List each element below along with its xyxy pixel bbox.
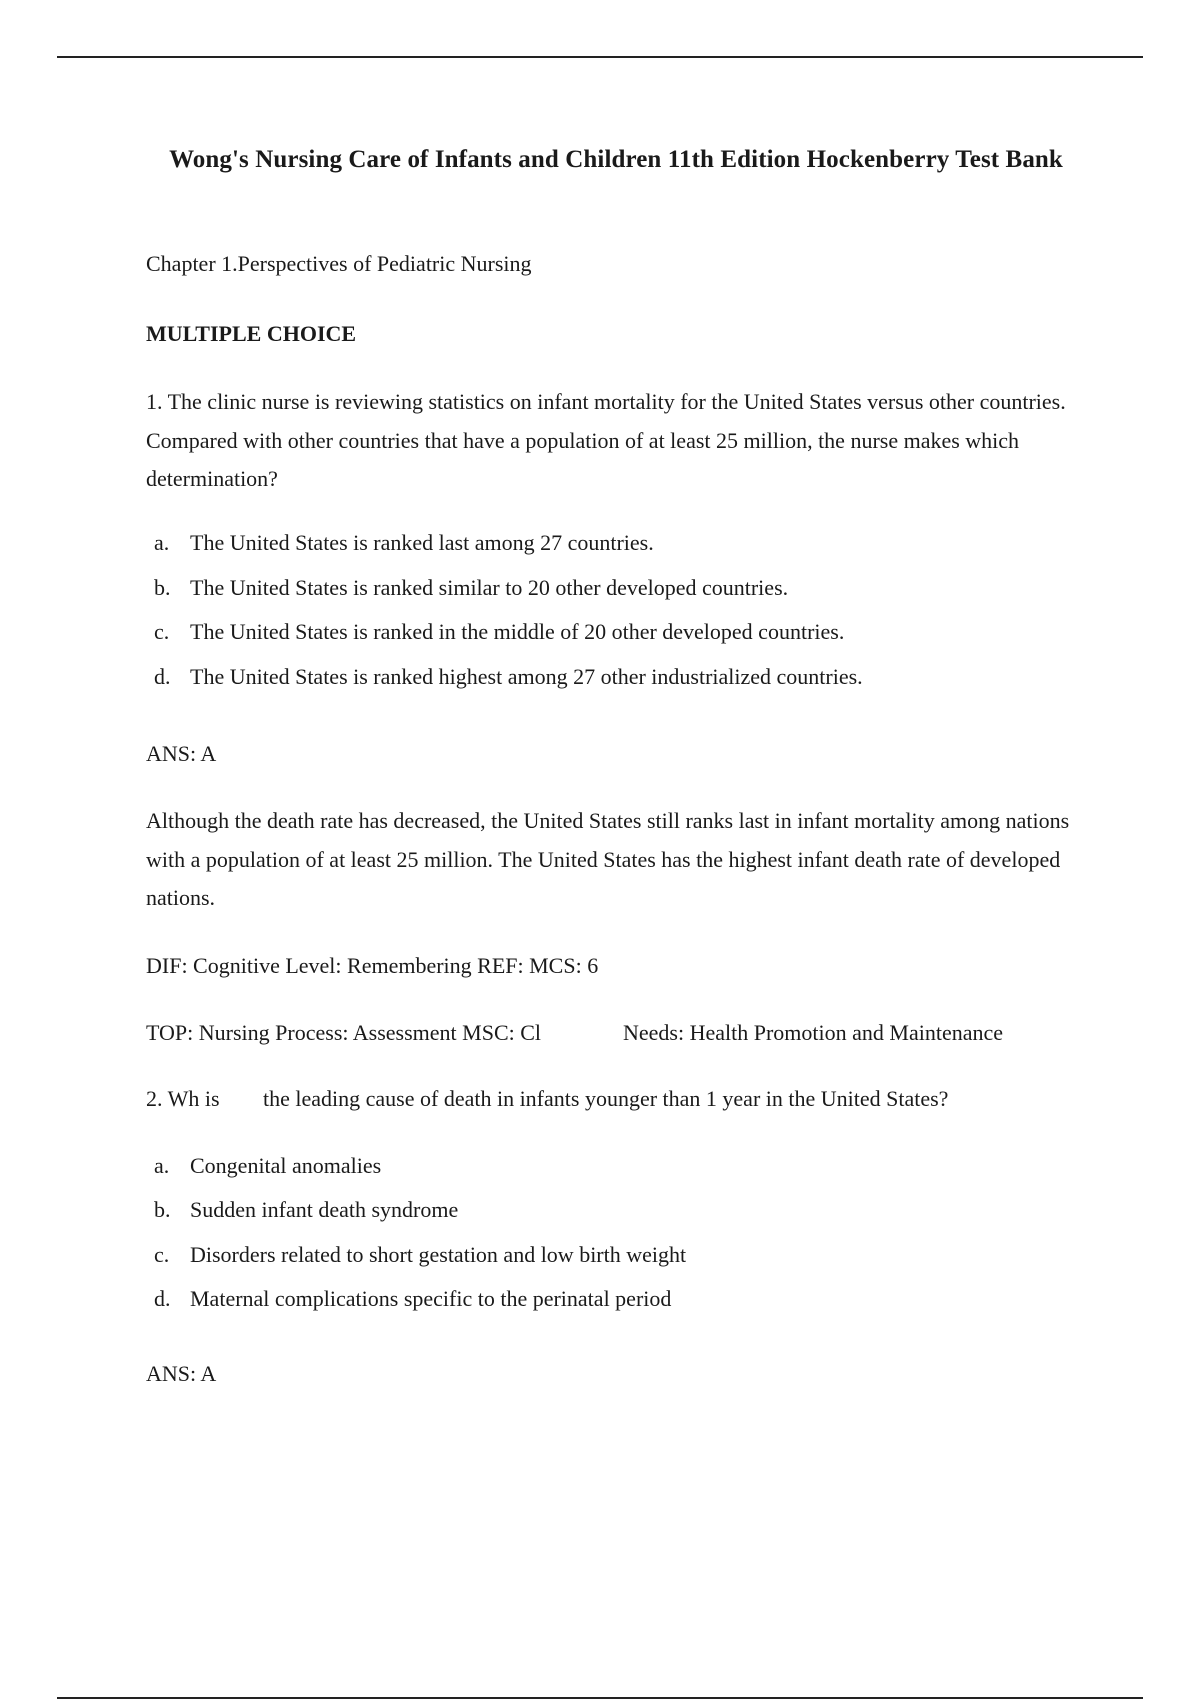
question-1-option-d — [154, 664, 863, 690]
question-2-option-b — [154, 1197, 458, 1223]
option-letter: d. — [154, 664, 171, 689]
question-2-option-d — [154, 1286, 671, 1312]
option-letter: d. — [154, 1286, 171, 1311]
option-text: Maternal complications specific to the perinatal period — [190, 1286, 672, 1311]
question-2-stem-end: the leading cause of death in infants younger than 1 year in the United States? — [263, 1086, 949, 1111]
option-letter: c. — [154, 1242, 170, 1267]
question-1-top-msc: TOP: Nursing Process: Assessment MSC: Cl — [146, 1020, 542, 1045]
option-text: Disorders related to short gestation and low birth weight — [190, 1242, 687, 1267]
question-1-stem: 1. The clinic nurse is reviewing statistics on infant mortality for the United States versus other countries. Compared with other countries that have a population of at least 25 million, the nurse makes which determination? — [146, 389, 1066, 491]
document-title: Wong's Nursing Care of Infants and Children 11th Edition Hockenberry Test Bank — [169, 146, 1063, 173]
question-2-option-c — [154, 1242, 686, 1268]
question-1-answer: ANS: A — [146, 741, 217, 766]
option-text: The United States is ranked last among 27 countries. — [190, 530, 654, 555]
option-text: The United States is ranked in the middle of 20 other developed countries. — [190, 619, 845, 644]
question-2-option-a — [154, 1153, 381, 1179]
question-1-option-c — [154, 619, 844, 645]
question-2-answer: ANS: A — [146, 1361, 217, 1386]
option-text: Congenital anomalies — [190, 1153, 382, 1178]
option-text: Sudden infant death syndrome — [190, 1197, 459, 1222]
bottom-rule — [57, 1697, 1143, 1699]
option-letter: a. — [154, 1153, 170, 1178]
question-1-dif-ref: DIF: Cognitive Level: Remembering REF: MCS: 6 — [146, 953, 599, 978]
section-heading: MULTIPLE CHOICE — [146, 321, 357, 346]
question-2-stem-start: 2. Wh is — [146, 1086, 220, 1111]
option-text: The United States is ranked highest among 27 other industrialized countries. — [190, 664, 863, 689]
top-rule — [57, 56, 1143, 58]
question-1-option-a — [154, 530, 654, 556]
question-1-rationale: Although the death rate has decreased, the United States still ranks last in infant mortality among nations with a population of at least 25 million. The United States has the highest infant death rate of developed nations. — [146, 808, 1070, 910]
option-letter: c. — [154, 619, 170, 644]
option-letter: b. — [154, 1197, 171, 1222]
chapter-heading: Chapter 1.Perspectives of Pediatric Nursing — [146, 251, 532, 276]
option-letter: b. — [154, 575, 171, 600]
question-1-client-needs: Needs: Health Promotion and Maintenance — [623, 1020, 1004, 1045]
option-text: The United States is ranked similar to 20 other developed countries. — [190, 575, 789, 600]
question-1-option-b — [154, 575, 788, 601]
option-letter: a. — [154, 530, 170, 555]
